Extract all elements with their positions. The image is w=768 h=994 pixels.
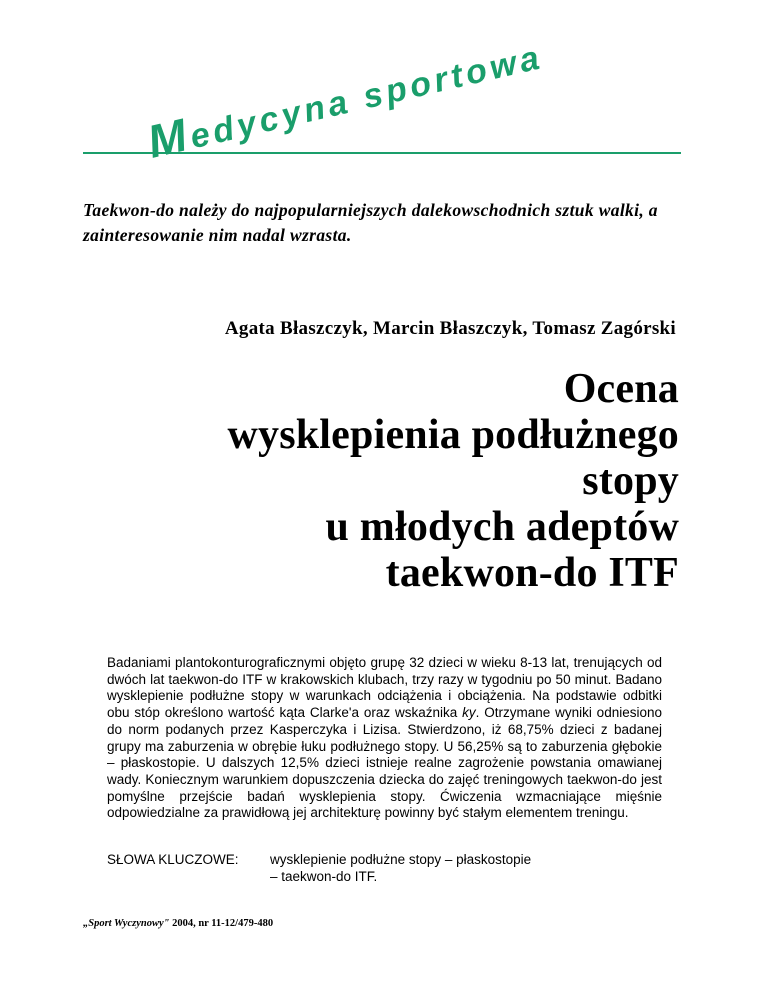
title-line: taekwon-do ITF [385, 550, 679, 596]
section-logo-initial: M [142, 107, 196, 168]
section-logo-rest: edycyna sportowa [186, 38, 547, 157]
abstract-part: . Otrzymane wyniki odniesiono do norm podanych przez Kasperczyka i Lizisa. Stwierdzono, iż 68,75% dzieci z badanej grupy ma zaburzenia w obrębie łuku podłużnego stopy. U 56,25% są to zaburzenia głębokie – płaskostopie. U dalszych 12,5% dzieci istnieje realne zagrożenie powstania omawianej wady. Koniecznym warunkiem dopuszczenia dziecka do zajęć treningowych taekwon-do jest pomyślne przejście badań wysklepienia stopy. Ćwiczenia wzmacniające mięśnie odpowiedzialne za prawidłową jej architekturę powinny być stałym elementem treningu. [107, 705, 662, 821]
citation-footer [83, 918, 273, 929]
authors: Agata Błaszczyk, Marcin Błaszczyk, Tomasz Zagórski [224, 318, 676, 339]
title-line: wysklepienia podłużnego [227, 412, 679, 458]
title-line: u młodych adeptów [325, 504, 679, 550]
article-title [150, 366, 679, 596]
keywords-label: SŁOWA KLUCZOWE: [107, 852, 239, 867]
title-line: Ocena [563, 366, 679, 412]
abstract-text [107, 655, 662, 822]
section-logo [142, 30, 710, 180]
intro-lead: Taekwon-do należy do najpopularniejszych dalekowschodnich sztuk walki, a zainteresowanie nim nadal wzrasta. [83, 200, 658, 245]
abstract-ky: ky [462, 705, 476, 721]
keywords-values: wysklepienie podłużne stopy – płaskostopie – taekwon-do ITF. [270, 852, 532, 884]
abstract [107, 655, 662, 822]
keywords [107, 851, 667, 885]
journal-name: „Sport Wyczynowy" [83, 918, 170, 929]
title-line: stopy [582, 458, 679, 504]
citation-details: 2004, nr 11-12/479-480 [169, 918, 274, 929]
section-logo-text [143, 26, 547, 167]
abstract-part: Badaniami plantokonturograficznymi objęto grupę 32 dzieci w wieku 8-13 lat, trenujących od dwóch lat taekwon-do ITF w krakowskich klubach, trzy razy w tygodniu po 50 minut. Badano wysklepienie podłużne stopy w warunkach odciążenia i obciążenia. Na podstawie odbitki obu stóp określono wartość kąta Clarke'a oraz wskaźnika [107, 655, 662, 721]
